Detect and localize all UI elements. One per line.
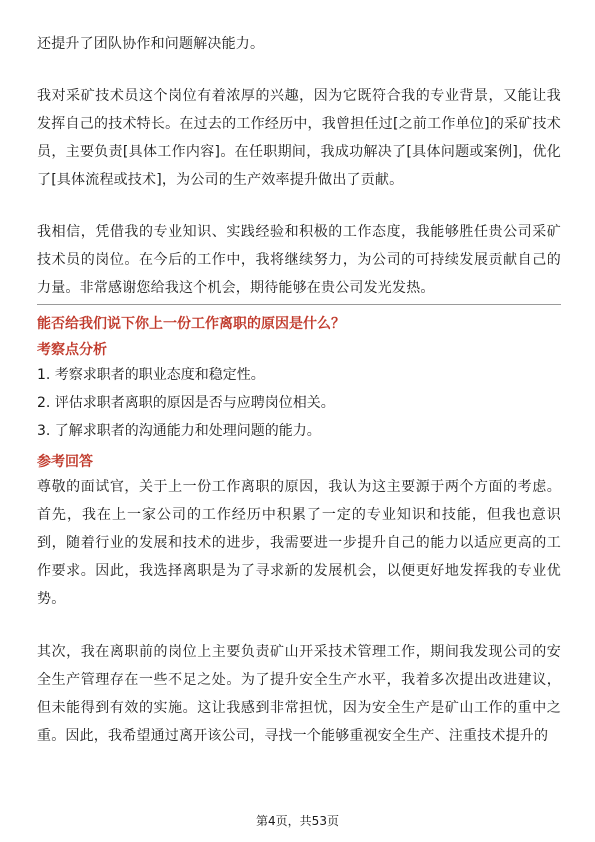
interview-question: 能否给我们说下你上一份工作离职的原因是什么？ [37,316,345,332]
page-content [37,30,561,750]
analysis-item: 1. 考察求职者的职业态度和稳定性。 [37,367,265,383]
analysis-heading: 考察点分析 [37,342,107,358]
confidence-paragraph: 我相信，凭借我的专业知识、实践经验和积极的工作态度，我能够胜任贵公司采矿技术员的岗位。在今后的工作中，我将继续努力，为公司的可持续发展贡献自己的力量。非常感谢您给我这个机会，期待能够在贵公司发光发热。 [37,224,561,296]
section-divider [37,304,561,305]
interest-paragraph: 我对采矿技术员这个岗位有着浓厚的兴趣，因为它既符合我的专业背景，又能让我发挥自己的技术特长。在过去的工作经历中，我曾担任过[之前工作单位]的采矿技术员，主要负责[具体工作内容]。在任职期间，我成功解决了[具体问题或案例]，优化了[具体流程或技术]，为公司的生产效率提升做出了贡献。 [37,88,561,188]
analysis-item: 3. 了解求职者的沟通能力和处理问题的能力。 [37,423,321,439]
intro-tail-paragraph: 还提升了团队协作和问题解决能力。 [37,36,265,52]
analysis-item: 2. 评估求职者离职的原因是否与应聘岗位相关。 [37,395,335,411]
reference-paragraph-2: 其次，我在离职前的岗位上主要负责矿山开采技术管理工作，期间我发现公司的安全生产管理存在一些不足之处。为了提升安全生产水平，我着多次提出改进建议，但未能得到有效的实施。这让我感到非常担忧，因为安全生产是矿山工作的重中之重。因此，我希望通过离开该公司，寻找一个能够重视安全生产、注重技术提升的 [37,644,561,744]
reference-heading: 参考回答 [37,454,93,470]
page-number-footer: 第4页，共53页 [256,814,339,828]
reference-paragraph-1: 尊敬的面试官，关于上一份工作离职的原因，我认为这主要源于两个方面的考虑。首先，我在上一家公司的工作经历中积累了一定的专业知识和技能，但我也意识到，随着行业的发展和技术的进步，我需要进一步提升自己的能力以适应更高的工作要求。因此，我选择离职是为了寻求新的发展机会，以便更好地发挥我的专业优势。 [37,479,561,607]
